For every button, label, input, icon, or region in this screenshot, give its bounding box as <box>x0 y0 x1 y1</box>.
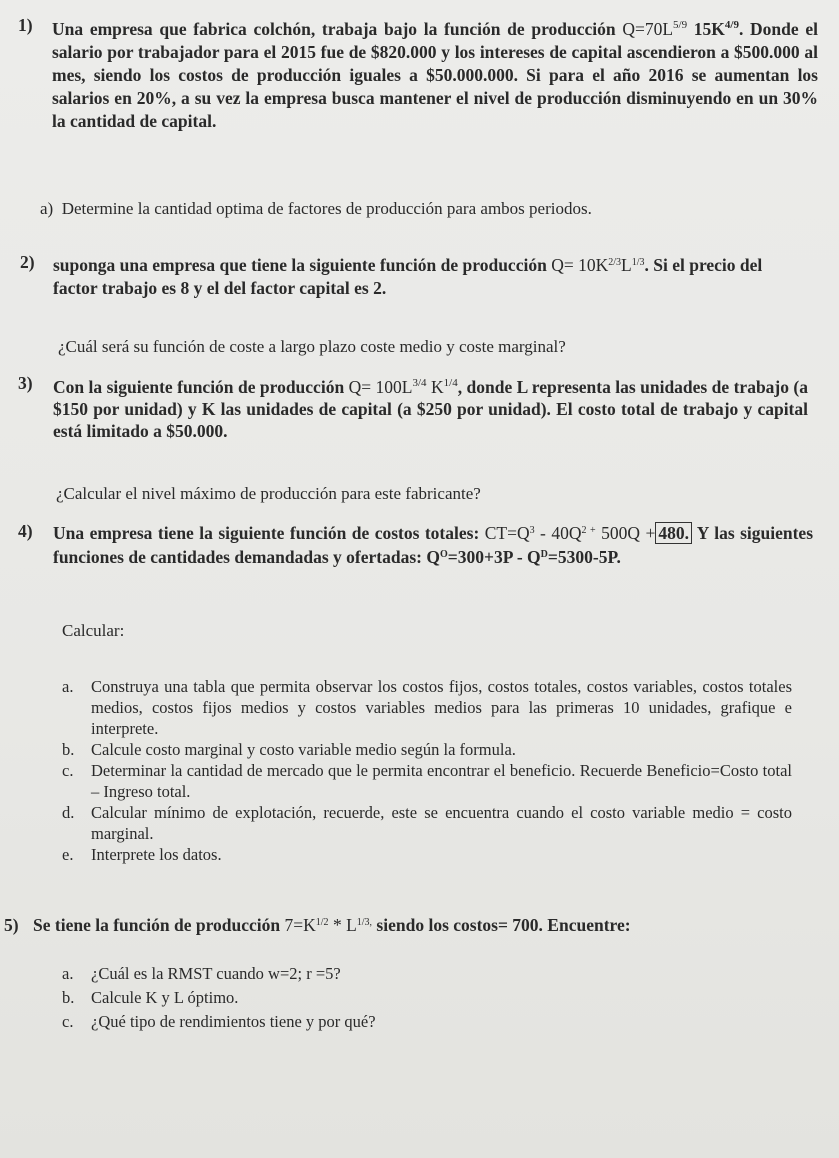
formula: $Q= 10K^{2/3}L^{1/3}$ <box>551 255 645 275</box>
problem-text: suponga una empresa que tiene la siguiente función de producción $Q= 10K^{2/3}L^{1/3}$. Si el precio del factor trabajo es 8 y el del factor capital es 2. <box>53 255 763 298</box>
problem-4-items <box>62 676 792 865</box>
list-item: b. Calcule K y L óptimo. <box>62 988 239 1007</box>
demand-formula: $Q^D=5300-5P$. <box>527 547 621 567</box>
problem-text: Una empresa que fabrica colchón, trabaja bajo la función de producción $Q=70L^{5/9}$ $15K^{4/9}$. Donde el salario por trabajador para el 2015 fue de $820.000 y los intereses de capital ascendieron a $500.000 al mes, siendo los costos de producción iguales a $50.000.000. Si para el año 2016 se aumentan los salarios en 20%, a su vez la empresa busca mantener el nivel de producción disminuyendo en un 30% la cantidad de capital. <box>52 19 818 131</box>
problem-5 <box>4 915 814 936</box>
problem-text: Se tiene la función de producción $7=K^{1/2} * L^{1/3,}$ siendo los costos= 700. Encuentre: <box>33 915 631 935</box>
problem-3-question: ¿Calcular el nivel máximo de producción para este fabricante? <box>56 484 481 503</box>
problem-number: 3) <box>18 373 33 393</box>
problem-text: Una empresa tiene la siguiente función de costos totales: $CT=Q^3 - 40Q^{2 +}$ 500Q + 480. Y las siguientes funciones de cantidades demandadas y ofertadas: $Q^O=300+3P - Q^D=5300-5P$. <box>53 523 814 567</box>
problem-text: Con la siguiente función de producción $Q= 100L^{3/4}$ $K^{1/4}$, donde L representa las unidades de trabajo (a $150 por unidad) y K las unidades de capital (a $250 por unidad). El costo total de trabajo y capital está limitado a $50.000. <box>53 377 809 441</box>
formula: $15K^{4/9}$ <box>687 19 739 39</box>
list-item: a. Construya una tabla que permita observar los costos fijos, costos totales, costos variables, costos totales medios, costos fijos medios y costos variables medios para las primeras 10 unidades, grafique e interprete. <box>62 677 792 738</box>
supply-formula: $Q^O=300+3P$ - <box>426 547 523 567</box>
formula: $Q=70L^{5/9}$ <box>622 19 688 39</box>
list-item: c. Determinar la cantidad de mercado que le permita encontrar el beneficio. Recuerde Beneficio=Costo total – Ingreso total. <box>62 761 792 801</box>
list-item: e. Interprete los datos. <box>62 845 222 864</box>
list-item: a. ¿Cuál es la RMST cuando w=2; r =5? <box>62 964 341 983</box>
problem-1-item-a: a) Determine la cantidad optima de factores de producción para ambos periodos. <box>40 199 592 218</box>
list-item: d. Calcular mínimo de explotación, recuerde, este se encuentra cuando el costo variable medio = costo marginal. <box>62 803 792 843</box>
cost-formula: $CT=Q^3 - 40Q^{2 +}$ 500Q + 480. <box>485 523 692 543</box>
problem-number: 1) <box>18 15 33 35</box>
formula: $7=K^{1/2} * L^{1/3,}$ <box>284 915 373 935</box>
problem-number: 4) <box>18 521 33 541</box>
boxed-value: 480. <box>655 522 692 544</box>
problem-3 <box>18 372 808 442</box>
formula: $Q= 100L^{3/4}$ $K^{1/4}$ <box>348 377 458 397</box>
list-item: c. ¿Qué tipo de rendimientos tiene y por qué? <box>62 1012 376 1031</box>
list-item: b. Calcule costo marginal y costo variable medio según la formula. <box>62 740 516 759</box>
problem-2-question: ¿Cuál será su función de coste a largo plazo coste medio y coste marginal? <box>58 337 566 356</box>
problem-number: 5) <box>4 915 19 935</box>
calc-label: Calcular: <box>62 621 125 640</box>
problem-number: 2) <box>20 252 35 272</box>
problem-5-items <box>62 962 782 1034</box>
problem-4 <box>18 520 813 568</box>
problem-1 <box>18 14 818 133</box>
problem-2 <box>20 251 810 300</box>
